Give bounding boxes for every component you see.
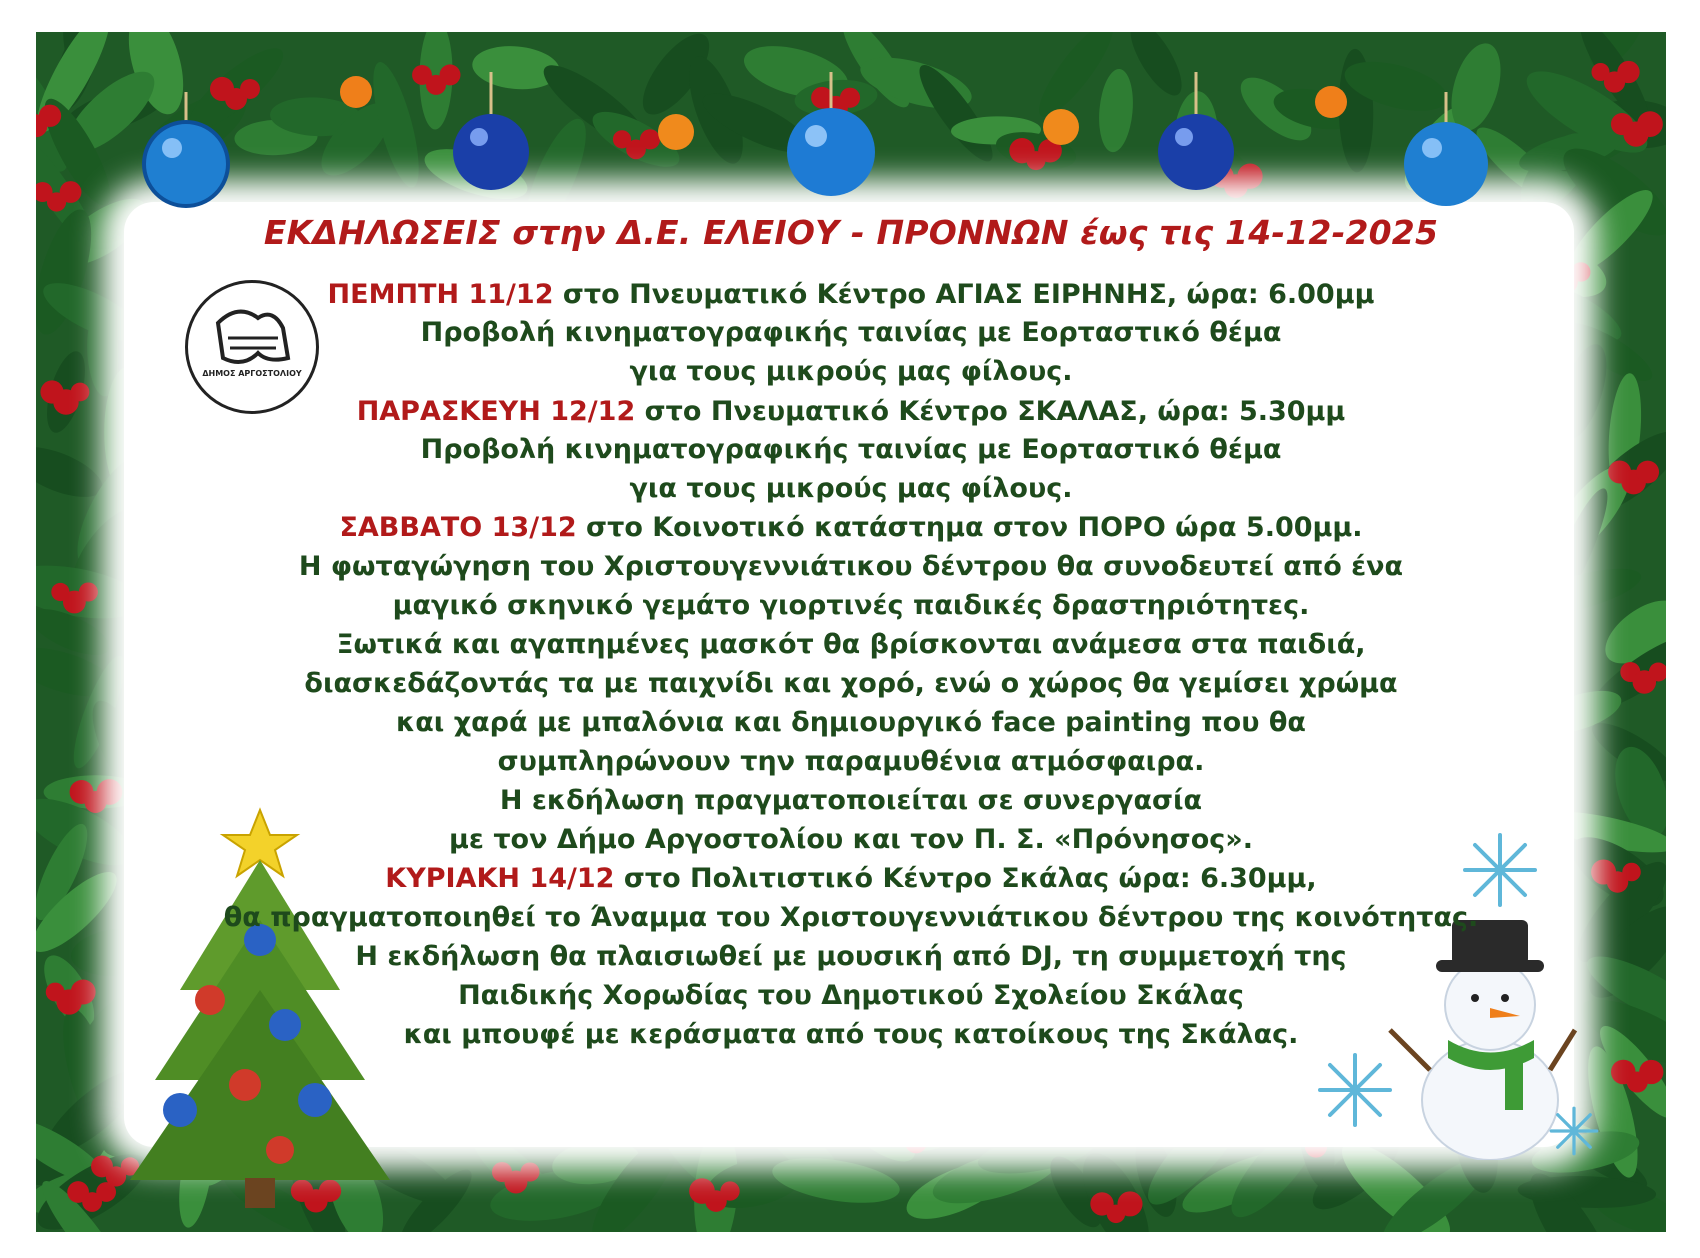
christmas-ornament-icon (1158, 72, 1234, 190)
christmas-ornament-icon (340, 76, 372, 108)
christmas-ornament-icon (453, 72, 529, 190)
page-title: ΕΚΔΗΛΩΣΕΙΣ στην Δ.Ε. ΕΛΕΙΟΥ - ΠΡΟΝΝΩΝ έως τις 14-12-2025 (263, 213, 1439, 252)
event-3-header (36, 511, 1666, 545)
event-4-line: και μπουφέ με κεράσματα από τους κατοίκους της Σκάλας. (403, 1019, 1299, 1050)
event-3-line: Η φωταγώγηση του Χριστουγεννιάτικου δέντρου θα συνοδευτεί από ένα (298, 551, 1404, 582)
event-4-line: Η εκδήλωση θα πλαισιωθεί με μουσική από DJ, τη συμμετοχή της (355, 941, 1347, 972)
event-1-venue: στο Πνευματικό Κέντρο ΑΓΙΑΣ ΕΙΡΗΝΗΣ, ώρα: 6.00μμ (553, 279, 1375, 310)
event-1-header (36, 278, 1666, 312)
christmas-ornament-icon (1315, 86, 1347, 118)
event-4-line: θα πραγματοποιηθεί το Άναμμα του Χριστουγεννιάτικου δέντρου της κοινότητας. (223, 902, 1479, 933)
christmas-ornament-icon (658, 114, 694, 150)
holly-berry (720, 1181, 739, 1200)
event-2-line: για τους μικρούς μας φίλους. (629, 473, 1073, 504)
event-3-venue: στο Κοινοτικό κατάστημα στον ΠΟΡΟ ώρα 5.00μμ. (576, 512, 1363, 543)
event-2-venue: στο Πνευματικό Κέντρο ΣΚΑΛΑΣ, ώρα: 5.30μμ (635, 396, 1346, 427)
announcement-text (36, 175, 1666, 1135)
event-3-line: Ξωτικά και αγαπημένες μασκότ θα βρίσκονται ανάμεσα στα παιδιά, (336, 629, 1366, 660)
holly-berry (1117, 1191, 1142, 1216)
event-3-line: Η εκδήλωση πραγματοποιείται σε συνεργασία (499, 785, 1203, 816)
event-1-day: ΠΕΜΠΤΗ 11/12 (327, 279, 554, 310)
event-3-line: και χαρά με μπαλόνια και δημιουργικό face painting που θα (396, 707, 1306, 738)
event-4-day: ΚΥΡΙΑΚΗ 14/12 (385, 863, 615, 894)
event-2-day: ΠΑΡΑΣΚΕΥΗ 12/12 (356, 396, 636, 427)
event-3-line: διασκεδάζοντάς τα με παιχνίδι και χορό, ενώ ο χώρος θα γεμίσει χρώμα (304, 668, 1398, 699)
event-4-venue: στο Πολιτιστικό Κέντρο Σκάλας ώρα: 6.30μμ, (614, 863, 1317, 894)
event-2-line: Προβολή κινηματογραφικής ταινίας με Εορταστικό θέμα (420, 434, 1282, 465)
logo-caption: ΔΗΜΟΣ ΑΡΓΟΣΤΟΛΙΟΥ (202, 369, 302, 378)
event-1-line: για τους μικρούς μας φίλους. (629, 356, 1073, 387)
event-1-line: Προβολή κινηματογραφικής ταινίας με Εορταστικό θέμα (420, 317, 1282, 348)
event-3-line: με τον Δήμο Αργοστολίου και τον Π. Σ. «Πρόνησος». (449, 824, 1253, 855)
event-2-header (36, 395, 1666, 429)
event-3-line: μαγικό σκηνικό γεμάτο γιορτινές παιδικές δραστηριότητες. (392, 590, 1310, 621)
event-4-line: Παιδικής Χορωδίας του Δημοτικού Σχολείου Σκάλας (458, 980, 1244, 1011)
event-3-day: ΣΑΒΒΑΤΟ 13/12 (339, 512, 577, 543)
event-4-header (36, 862, 1666, 896)
christmas-ornament-icon (1043, 109, 1079, 145)
holly-berry (520, 1162, 539, 1181)
event-3-line: συμπληρώνουν την παραμυθένια ατμόσφαιρα. (497, 746, 1205, 777)
